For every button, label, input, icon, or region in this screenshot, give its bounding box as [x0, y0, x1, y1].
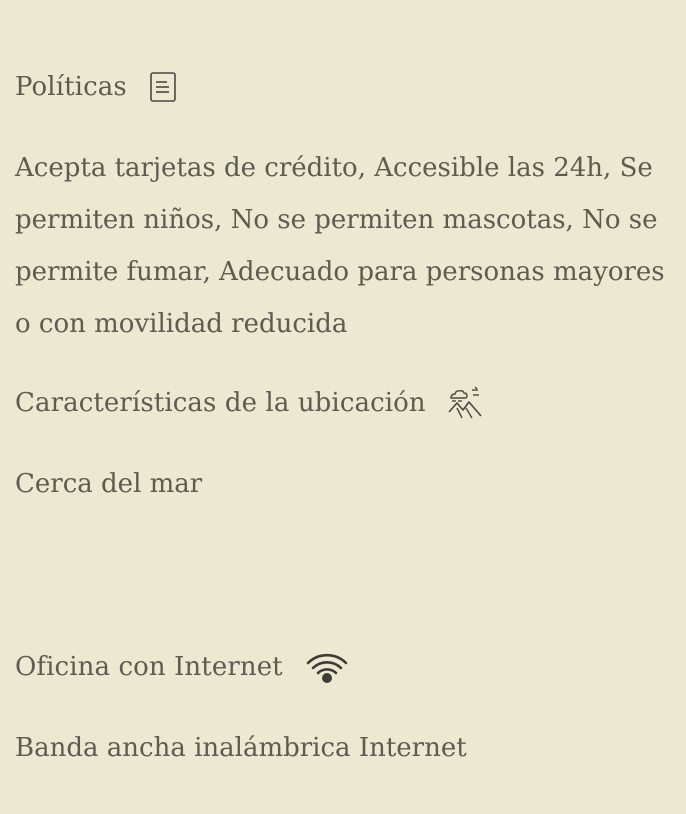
internet-title: Oficina con Internet [15, 652, 283, 682]
landscape-icon [448, 386, 482, 420]
policies-text: Acepta tarjetas de crédito, Accesible las 24h, Se permiten niños, No se permiten mascotas, No se permite fumar, Adecuado para personas mayores o con movilidad reducida [15, 153, 665, 339]
document-icon [149, 71, 177, 103]
wifi-icon [305, 650, 349, 684]
policies-heading [15, 67, 177, 107]
location-heading [15, 383, 482, 423]
policies-title: Políticas [15, 72, 127, 102]
internet-heading [15, 647, 349, 687]
location-title: Características de la ubicación [15, 388, 426, 418]
location-text: Cerca del mar [15, 469, 203, 499]
internet-text: Banda ancha inalámbrica Internet [15, 733, 467, 763]
